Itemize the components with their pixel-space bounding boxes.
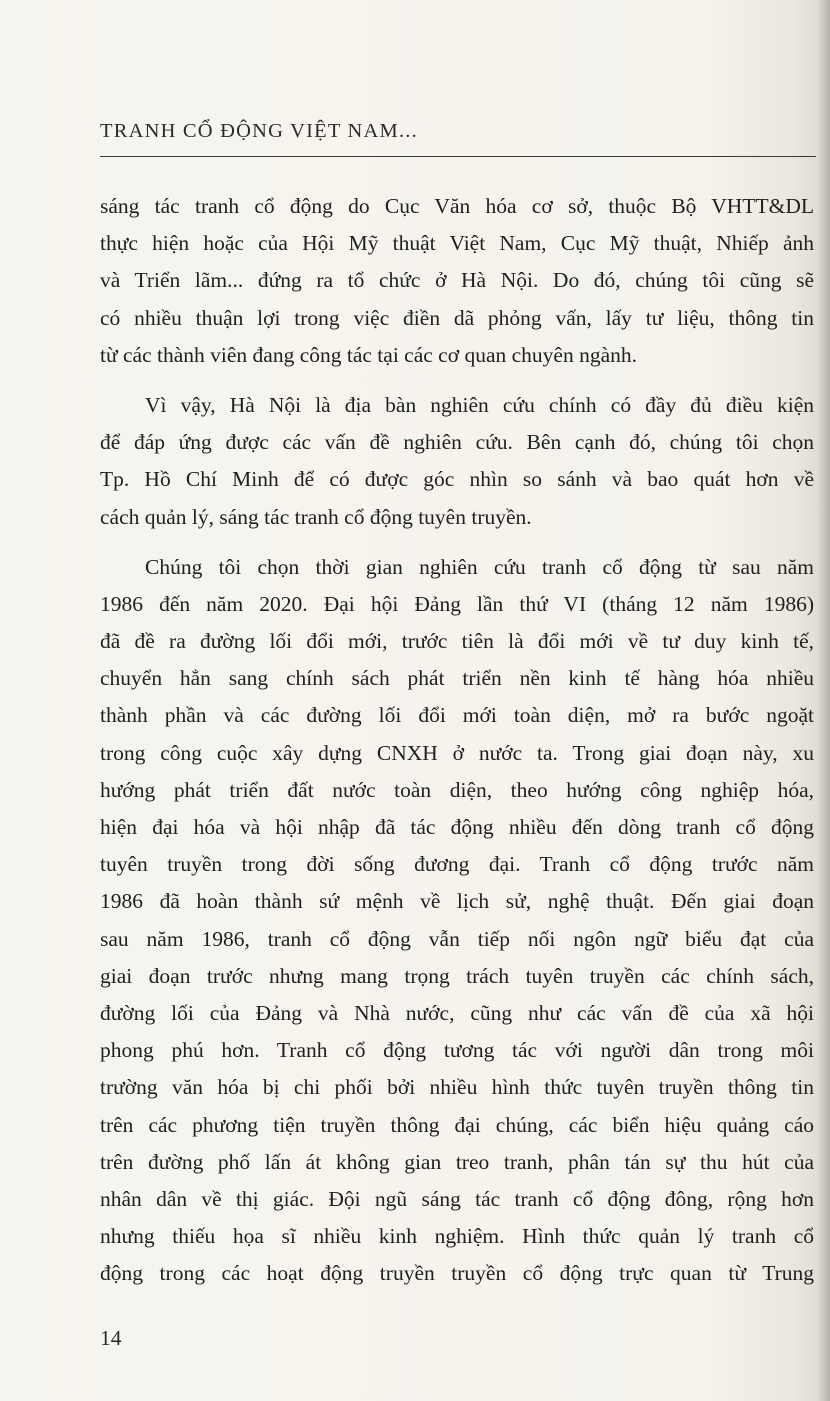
text-line: và Triển lãm... đứng ra tổ chức ở Hà Nội. Do đó, chúng tôi cũng sẽ bbox=[100, 268, 814, 293]
text-line: chuyển hẳn sang chính sách phát triển nền kinh tế hàng hóa nhiều bbox=[100, 666, 814, 691]
text-line: có nhiều thuận lợi trong việc điền dã phỏng vấn, lấy tư liệu, thông tin bbox=[100, 305, 814, 330]
paragraph bbox=[100, 188, 814, 374]
text-line: giai đoạn trước nhưng mang trọng trách tuyên truyền các chính sách, bbox=[100, 963, 814, 988]
text-line: hướng phát triển đất nước toàn diện, theo hướng công nghiệp hóa, bbox=[100, 777, 814, 802]
text-line: sau năm 1986, tranh cổ động vẫn tiếp nối ngôn ngữ biểu đạt của bbox=[100, 926, 814, 951]
text-line: trên đường phố lấn át không gian treo tranh, phân tán sự thu hút của bbox=[100, 1149, 814, 1174]
text-line: đường lối của Đảng và Nhà nước, cũng như các vấn đề của xã hội bbox=[100, 1000, 814, 1025]
header-rule bbox=[100, 156, 816, 157]
text-line: để đáp ứng được các vấn đề nghiên cứu. Bên cạnh đó, chúng tôi chọn bbox=[100, 430, 814, 455]
text-line: trường văn hóa bị chi phối bởi nhiều hình thức tuyên truyền thông tin bbox=[100, 1075, 814, 1100]
text-line: 1986 đã hoàn thành sứ mệnh về lịch sử, nghệ thuật. Đến giai đoạn bbox=[100, 889, 814, 914]
text-line: nhưng thiếu họa sĩ nhiều kinh nghiệm. Hình thức quản lý tranh cổ bbox=[100, 1224, 814, 1249]
text-line: Chúng tôi chọn thời gian nghiên cứu tranh cổ động từ sau năm bbox=[145, 554, 814, 579]
text-line: cách quản lý, sáng tác tranh cổ động tuyên truyền. bbox=[100, 504, 532, 529]
binding-shadow bbox=[816, 0, 830, 1401]
text-line: hiện đại hóa và hội nhập đã tác động nhiều đến dòng tranh cổ động bbox=[100, 815, 814, 839]
text-line: thành phần và các đường lối đổi mới toàn diện, mở ra bước ngoặt bbox=[100, 703, 814, 728]
text-line: từ các thành viên đang công tác tại các cơ quan chuyên ngành. bbox=[100, 342, 638, 367]
text-line: động trong các hoạt động truyền truyền cổ động trực quan từ Trung bbox=[100, 1261, 814, 1286]
text-line: đã đề ra đường lối đổi mới, trước tiên là đổi mới về tư duy kinh tế, bbox=[100, 629, 814, 654]
text-line: 1986 đến năm 2020. Đại hội Đảng lần thứ VI (tháng 12 năm 1986) bbox=[100, 591, 814, 616]
text-line: thực hiện hoặc của Hội Mỹ thuật Việt Nam, Cục Mỹ thuật, Nhiếp ảnh bbox=[100, 231, 814, 256]
page-number: 14 bbox=[100, 1326, 122, 1350]
text-line: nhân dân về thị giác. Đội ngũ sáng tác tranh cổ động đông, rộng hơn bbox=[100, 1186, 814, 1211]
paragraph bbox=[100, 549, 814, 1293]
text-line: sáng tác tranh cổ động do Cục Văn hóa cơ sở, thuộc Bộ VHTT&DL bbox=[100, 194, 814, 218]
running-head: TRANH CỔ ĐỘNG VIỆT NAM... bbox=[100, 120, 418, 142]
text-line: phong phú hơn. Tranh cổ động tương tác với người dân trong môi bbox=[100, 1038, 814, 1063]
text-line: Tp. Hồ Chí Minh để có được góc nhìn so sánh và bao quát hơn về bbox=[100, 467, 814, 492]
text-line: trên các phương tiện truyền thông đại chúng, các biển hiệu quảng cáo bbox=[100, 1112, 814, 1137]
text-line: Vì vậy, Hà Nội là địa bàn nghiên cứu chính có đầy đủ điều kiện bbox=[145, 392, 814, 417]
paragraph bbox=[100, 387, 814, 536]
body-text bbox=[100, 188, 814, 1305]
text-line: tuyên truyền trong đời sống đương đại. Tranh cổ động trước năm bbox=[100, 852, 814, 877]
text-line: trong công cuộc xây dựng CNXH ở nước ta. Trong giai đoạn này, xu bbox=[100, 740, 814, 765]
